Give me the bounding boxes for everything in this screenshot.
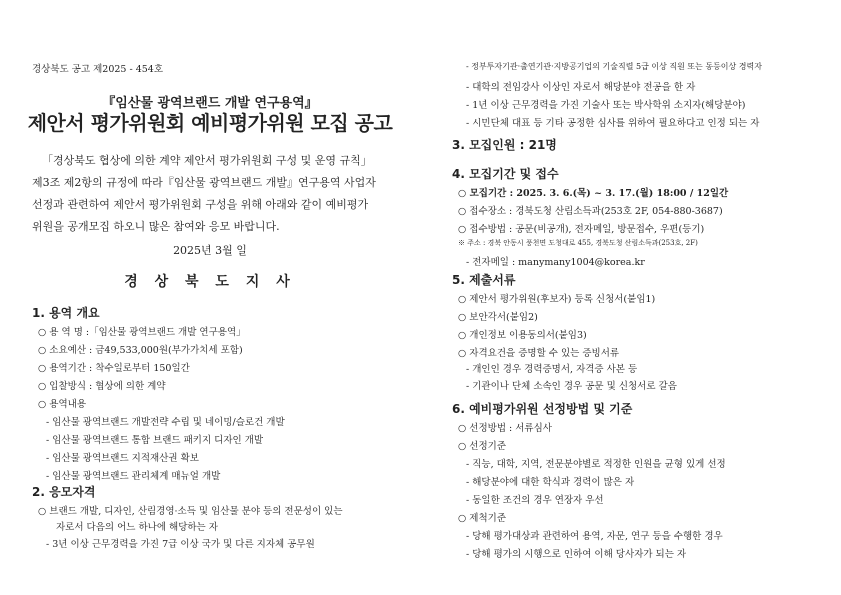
address-note: ※ 주소 : 경북 안동시 풍천면 도청대로 455, 경북도청 산림소득과(253호, 2F): [458, 239, 698, 247]
intro-line: 위원을 공개모집 하오니 많은 참여와 응모 바랍니다.: [32, 220, 280, 233]
list-item: - 3년 이상 근무경력을 가진 7급 이상 국가 및 다른 지자체 공무원: [46, 539, 315, 550]
intro-line: 「경상북도 협상에 의한 계약 제안서 평가위원회 구성 및 운영 규칙」: [42, 154, 372, 167]
list-item: ○ 개인정보 이용동의서(붙임3): [458, 330, 587, 341]
intro-paragraph: [32, 150, 392, 238]
section-title: 3. 모집인원 : 21명: [452, 138, 557, 152]
section-title: 1. 용역 개요: [32, 306, 100, 320]
list-item: 자로서 다음의 어느 하나에 해당하는 자: [56, 522, 218, 533]
section-title: 5. 제출서류: [452, 273, 516, 287]
section-title: 4. 모집기간 및 접수: [452, 167, 559, 181]
list-item: - 시민단체 대표 등 기타 공정한 심사를 위하여 필요하다고 인정 되는 자: [466, 118, 760, 129]
list-item: - 임산물 광역브랜드 개발전략 수립 및 네이밍/슬로건 개발: [46, 417, 285, 428]
list-item: - 개인인 경우 경력증명서, 자격증 사본 등: [466, 364, 638, 375]
list-item: - 임산물 광역브랜드 지적재산권 확보: [46, 453, 199, 464]
list-item: ○ 용 역 명 :「임산물 광역브랜드 개발 연구용역」: [38, 327, 246, 338]
list-item: - 당해 평가의 시행으로 인하여 이해 당사자가 되는 자: [466, 549, 687, 560]
list-item: ○ 입찰방식 : 협상에 의한 계약: [38, 381, 166, 392]
project-subtitle: 『임산물 광역브랜드 개발 연구용역』: [102, 96, 318, 111]
announcement-date: 2025년 3월 일: [173, 244, 247, 257]
list-item: ○ 선정방법 : 서류심사: [458, 423, 552, 434]
list-item: - 임산물 광역브랜드 관리체계 매뉴얼 개발: [46, 471, 221, 482]
list-item: ○ 브랜드 개발, 디자인, 산림경영·소득 및 임산물 분야 등의 전문성이 있는: [38, 506, 343, 517]
document-number: 경상북도 공고 제2025 - 454호: [32, 64, 164, 75]
section-title: 2. 응모자격: [32, 485, 96, 499]
list-item: - 해당분야에 대한 학식과 경력이 많은 자: [466, 477, 635, 488]
governor-signature: 경 상 북 도 지 사: [124, 274, 296, 290]
list-item: - 임산물 광역브랜드 통합 브랜드 패키지 디자인 개발: [46, 435, 264, 446]
page-title: 제안서 평가위원회 예비평가위원 모집 공고: [27, 111, 393, 135]
list-item: - 직능, 대학, 지역, 전문분야별로 적정한 인원을 균형 있게 선정: [466, 459, 726, 470]
list-item: - 동일한 조건의 경우 연장자 우선: [466, 495, 604, 506]
list-item: ○ 자격요건을 증명할 수 있는 증빙서류: [458, 348, 620, 359]
email-line: - 전자메일 : manymany1004@korea.kr: [466, 257, 645, 268]
section-title: 6. 예비평가위원 선정방법 및 기준: [452, 402, 633, 416]
period-label: ○ 모집기간: [458, 188, 507, 199]
list-item: ○ 용역기간 : 착수일로부터 150일간: [38, 363, 190, 374]
list-item: ○ 보안각서(붙임2): [458, 312, 538, 323]
list-item: ○ 용역내용: [38, 399, 87, 410]
list-item: - 기관이나 단체 소속인 경우 공문 및 신청서로 갈음: [466, 381, 677, 392]
period-value: : 2025. 3. 6.(목) ~ 3. 17.(월) 18:00 / 12일간: [506, 188, 729, 199]
list-item: ○ 선정기준: [458, 441, 507, 452]
list-item: - 당해 평가대상과 관련하여 용역, 자문, 연구 등을 수행한 경우: [466, 531, 723, 542]
intro-line: 제3조 제2항의 규정에 따라『임산물 광역브랜드 개발』연구용역 사업자: [32, 176, 376, 189]
list-item: ○ 접수방법 : 공문(비공개), 전자메일, 방문접수, 우편(등기): [458, 224, 705, 235]
list-item: - 1년 이상 근무경력을 가진 기술사 또는 박사학위 소지자(해당분야): [466, 100, 746, 111]
list-item: ○ 제척기준: [458, 513, 507, 524]
intro-line: 선정과 관련하여 제안서 평가위원회 구성을 위해 아래와 같이 예비평가: [32, 198, 369, 211]
list-item: ○ 소요예산 : 금49,533,000원(부가가치세 포함): [38, 345, 243, 356]
list-item: ○ 접수장소 : 경북도청 산림소득과(253호 2F, 054-880-3687): [458, 206, 723, 217]
list-item: - 정부투자기관·출연기관·지방공기업의 기술직렬 5급 이상 직원 또는 동등이상 경력자: [466, 62, 762, 71]
recruitment-period: [458, 185, 728, 199]
list-item: ○ 제안서 평가위원(후보자) 등록 신청서(붙임1): [458, 294, 656, 305]
list-item: - 대학의 전임강사 이상인 자로서 해당분야 전공을 한 자: [466, 82, 696, 93]
